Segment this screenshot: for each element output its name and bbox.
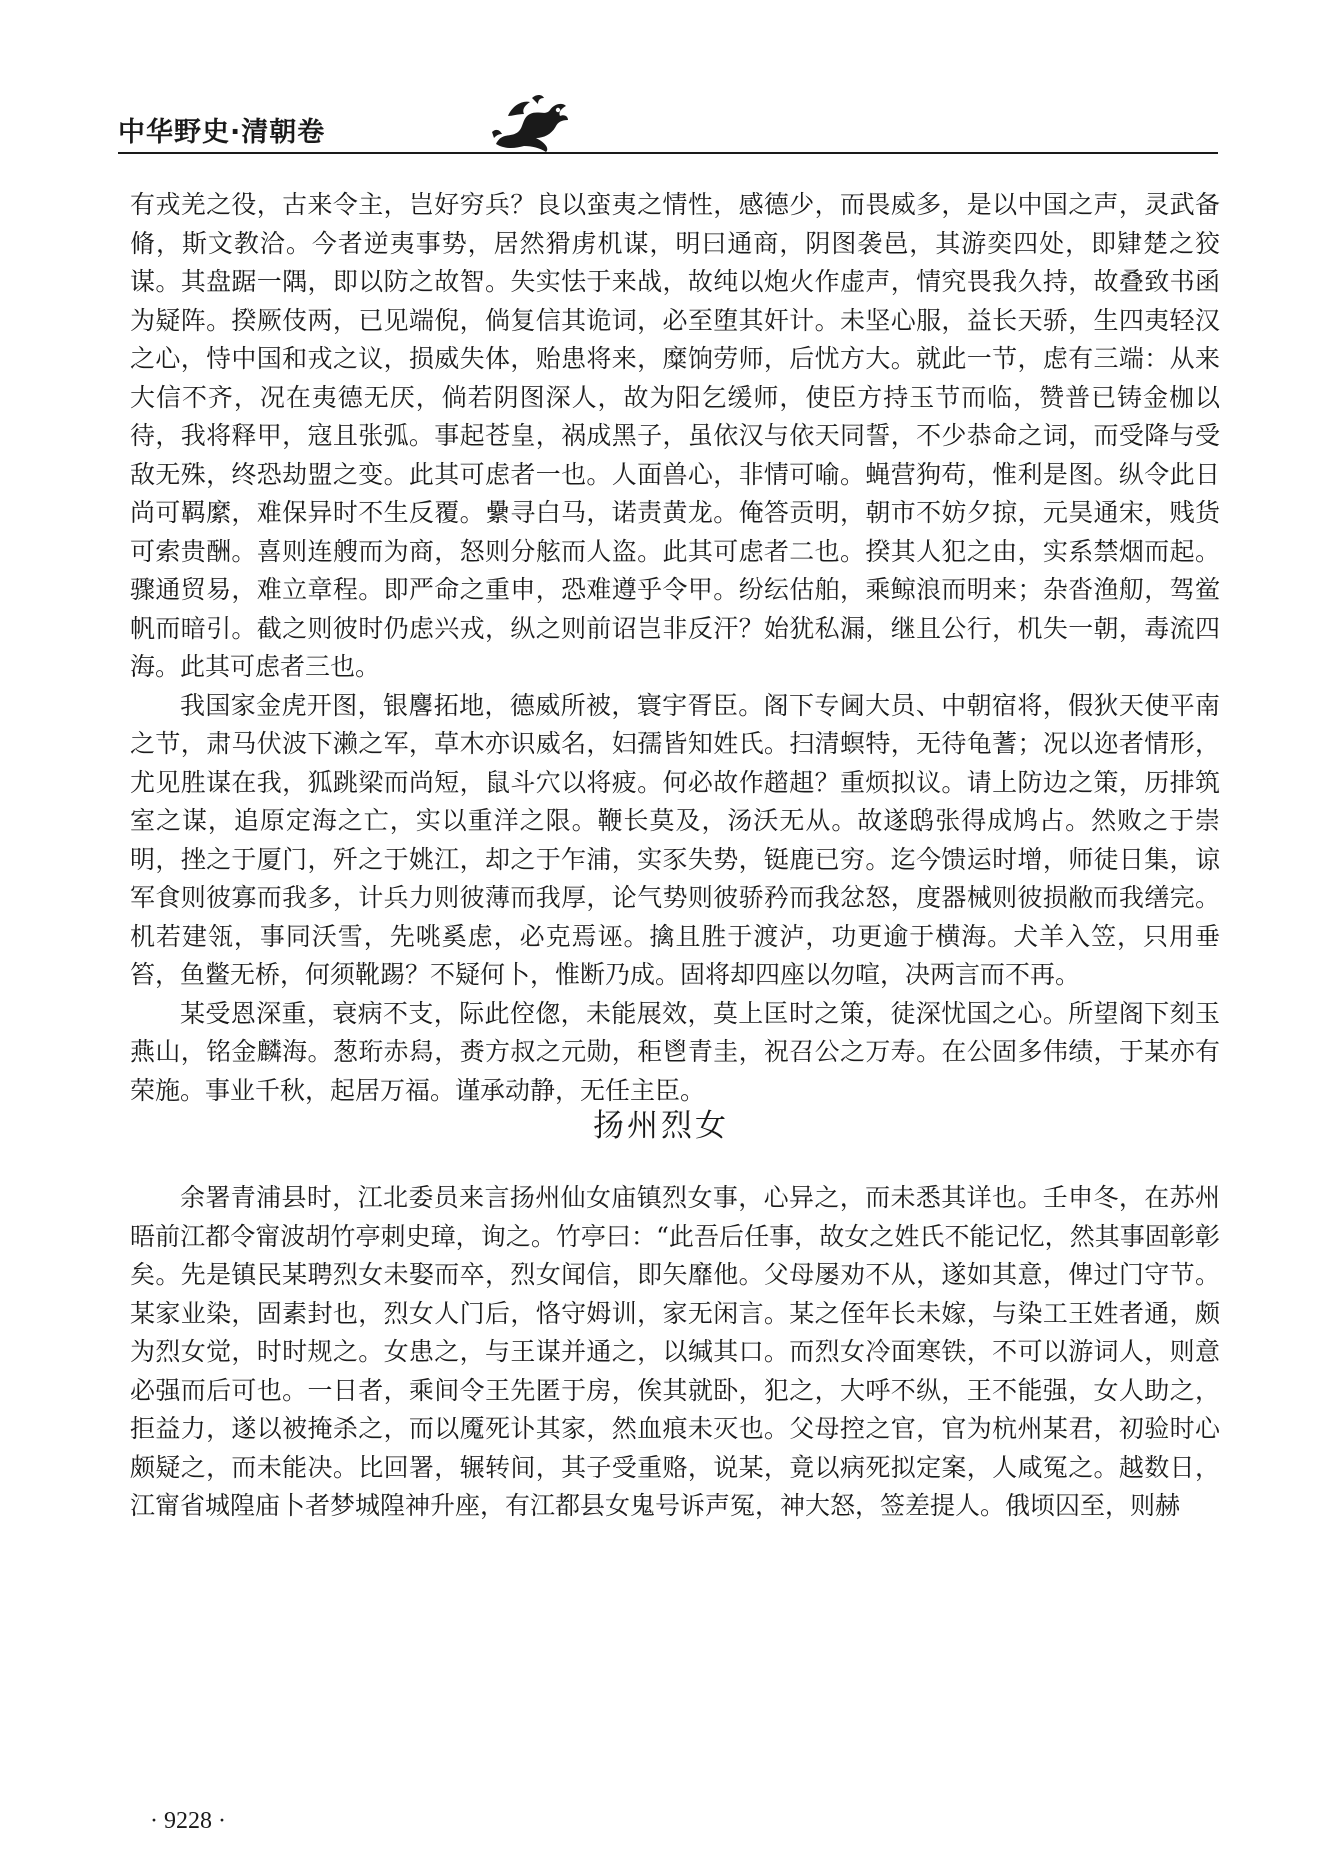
header-rule [118,152,1218,154]
section-title: 扬州烈女 [593,1108,729,1144]
section-body [130,1179,1220,1526]
paragraph: 有戎羌之役，古来令主，岂好穷兵？良以蛮夷之情性，感德少，而畏威多，是以中国之声，灵武备脩，斯文教洽。今者逆夷事势，居然猾虏机谋，明曰通商，阴图袭邑，其游奕四处，即肄楚之狡谋。其盘踞一隅，即以防之故智。失实怯于来战，故纯以炮火作虚声，情究畏我久持，故叠致书函为疑阵。揆厥伎两，已见端倪，倘复信其诡词，必至堕其奸计。未坚心服，益长天骄，生四夷轻汉之心，恃中国和戎之议，损威失体，贻患将来，糜饷劳师，后忧方大。就此一节，虑有三端：从来大信不齐，况在夷德无厌，倘若阴图深人，故为阳乞缓师，使臣方持玉节而临，赞普已铸金枷以待，我将释甲，寇且张弧。事起苍皇，祸成黑子，虽依汉与依天同誓，不少恭命之词，而受降与受敌无殊，终恐劫盟之变。此其可虑者一也。人面兽心，非情可喻。蝇营狗苟，惟利是图。纵令此日尚可羁縻，难保异时不生反覆。纍寻白马，诺责黄龙。俺答贡明，朝市不妨夕掠，元昊通宋，贱货可索贵酬。喜则连艘而为商，怒则分舷而人盗。此其可虑者二也。揆其人犯之由，实系禁烟而起。骤通贸易，难立章程。即严命之重申，恐难遵乎令甲。纷纭估舶，乘鲸浪而明来；杂沓渔舠，驾鲎帆而暗引。截之则彼时仍虑兴戎，纵之则前诏岂非反汗？始犹私漏，继且公行，机失一朝，毒流四海。此其可虑者三也。 [130,190,1220,681]
dragon-emblem-icon [488,92,572,154]
paragraph: 余署青浦县时，江北委员来言扬州仙女庙镇烈女事，心异之，而未悉其详也。壬申冬，在苏州晤前江都令甯波胡竹亭刺史璋，询之。竹亭曰：“此吾后任事，故女之姓氏不能记忆，然其事固彰彰矣。先是镇民某聘烈女未娶而卒，烈女闻信，即矢靡他。父母屡劝不从，遂如其意，俾过门守节。某家业染，固素封也，烈女人门后，恪守姆训，家无闲言。某之侄年长未嫁，与染工王姓者通，颇为烈女觉，时时规之。女患之，与王谋并通之，以缄其口。而烈女冷面寒铁，不可以游词人，则意必强而后可也。一日者，乘间令王先匿于房，俟其就卧，犯之，大呼不纵，王不能强，女人助之，拒益力，遂以被掩杀之，而以魇死讣其家，然血痕未灭也。父母控之官，官为杭州某君，初验时心颇疑之，而未能决。比回署，辗转间，其子受重赂，说某，竟以病死拟定案，人咸冤之。越数日，江甯省城隍庙卜者梦城隍神升座，有江都县女鬼号诉声冤，神大怒，签差提人。俄顷囚至，则赫 [130,1183,1220,1520]
book-title: 中华野史·清朝卷 [118,117,326,148]
letter-continuation [130,186,1220,1110]
page-number: · 9228 · [150,1808,226,1834]
running-header [118,100,1218,160]
paragraph: 我国家金虎开图，银麐拓地，德威所被，寰宇胥臣。阁下专阃大员、中朝宿将，假狄天使平南之节，肃马伏波下濑之军，草木亦识威名，妇孺皆知姓氏。扫清螟特，无待龟蓍；况以迩者情形，尤见胜谋在我，狐跳梁而尚短，鼠斗穴以将疲。何必故作趦趄？重烦拟议。请上防边之策，历排筑室之谋，追原定海之亡，实以重洋之限。鞭长莫及，汤沃无从。故遂鸱张得成鸠占。然败之于崇明，挫之于厦门，歼之于姚江，却之于乍浦，实豕失势，铤鹿已穷。迄今馈运时增，师徒日集，谅军食则彼寡而我多，计兵力则彼薄而我厚，论气势则彼骄矜而我忿怒，度器械则彼损敝而我缮完。机若建瓴，事同沃雪，先咷奚虑，必克焉诬。擒且胜于渡泸，功更逾于横海。犬羊入笠，只用垂笞，鱼鳖无桥，何须靴踢？不疑何卜，惟断乃成。固将却四座以勿喧，决两言而不再。 [130,690,1220,989]
paragraph: 某受恩深重，衰病不支，际此倥偬，未能展效，莫上匡时之策，徒深忧国之心。所望阁下刻玉燕山，铭金麟海。葱珩赤舄，赉方叔之元勋，秬鬯青圭，祝召公之万寿。在公固多伟绩，于某亦有荣施。事业千秋，起居万福。谨承动静，无任主臣。 [130,998,1220,1105]
